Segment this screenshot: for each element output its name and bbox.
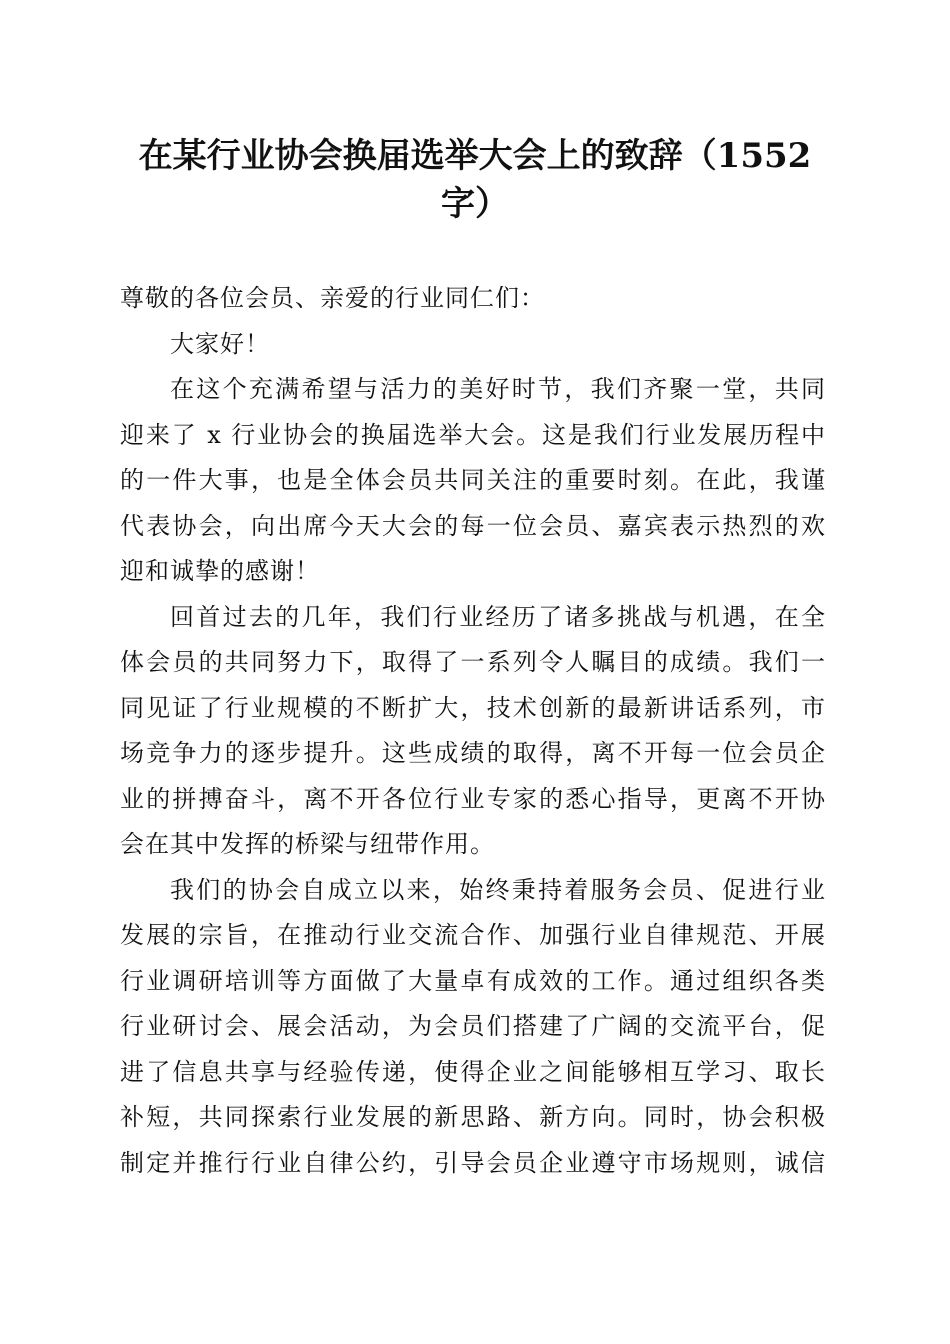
paragraph-line: 会在其中发挥的桥梁与纽带作用。 [120, 830, 495, 858]
document-title [120, 132, 830, 228]
paragraph-line: 迎来了 x 行业协会的换届选举大会。这是我们行业发展历程中 [120, 420, 826, 449]
paragraph-line: 制定并推行行业自律公约，引导会员企业遵守市场规则，诚信 [120, 1148, 826, 1177]
salutation-line: 尊敬的各位会员、亲爱的行业同仁们： [120, 284, 545, 312]
paragraph-line: 补短，共同探索行业发展的新思路、新方向。同时，协会积极 [120, 1103, 826, 1131]
paragraph-line: 我们的协会自成立以来，始终秉持着服务会员、促进行业 [170, 875, 826, 904]
salutation [120, 276, 826, 322]
paragraph-line: 进了信息共享与经验传递，使得企业之间能够相互学习、取长 [120, 1057, 826, 1086]
document-body [120, 276, 826, 1186]
paragraph-line: 代表协会，向出席今天大会的每一位会员、嘉宾表示热烈的欢 [120, 511, 826, 540]
paragraph-line: 体会员的共同努力下，取得了一系列令人瞩目的成绩。我们一 [120, 648, 826, 676]
paragraph-line: 场竞争力的逐步提升。这些成绩的取得，离不开每一位会员企 [120, 739, 826, 767]
title-line-2: 字） [441, 184, 509, 224]
paragraph-1 [120, 367, 826, 595]
title-line-1: 在某行业协会换届选举大会上的致辞（1552 [138, 136, 812, 176]
paragraph-line: 在这个充满希望与活力的美好时节，我们齐聚一堂，共同 [170, 375, 826, 403]
paragraph-line: 业的拼搏奋斗，离不开各位行业专家的悉心指导，更离不开协 [120, 784, 826, 813]
paragraph-line: 行业调研培训等方面做了大量卓有成效的工作。通过组织各类 [120, 966, 826, 995]
paragraph-2 [120, 595, 826, 868]
paragraph-3 [120, 868, 826, 1187]
greeting [120, 322, 826, 368]
paragraph-line: 行业研讨会、展会活动，为会员们搭建了广阔的交流平台，促 [120, 1012, 826, 1040]
paragraph-line: 同见证了行业规模的不断扩大，技术创新的最新讲话系列，市 [120, 693, 826, 722]
paragraph-line: 迎和诚挚的感谢！ [120, 557, 320, 585]
greeting-line: 大家好！ [170, 329, 270, 358]
paragraph-line: 发展的宗旨，在推动行业交流合作、加强行业自律规范、开展 [120, 921, 826, 949]
paragraph-line: 回首过去的几年，我们行业经历了诸多挑战与机遇，在全 [170, 602, 826, 631]
paragraph-line: 的一件大事，也是全体会员共同关注的重要时刻。在此，我谨 [120, 466, 826, 494]
